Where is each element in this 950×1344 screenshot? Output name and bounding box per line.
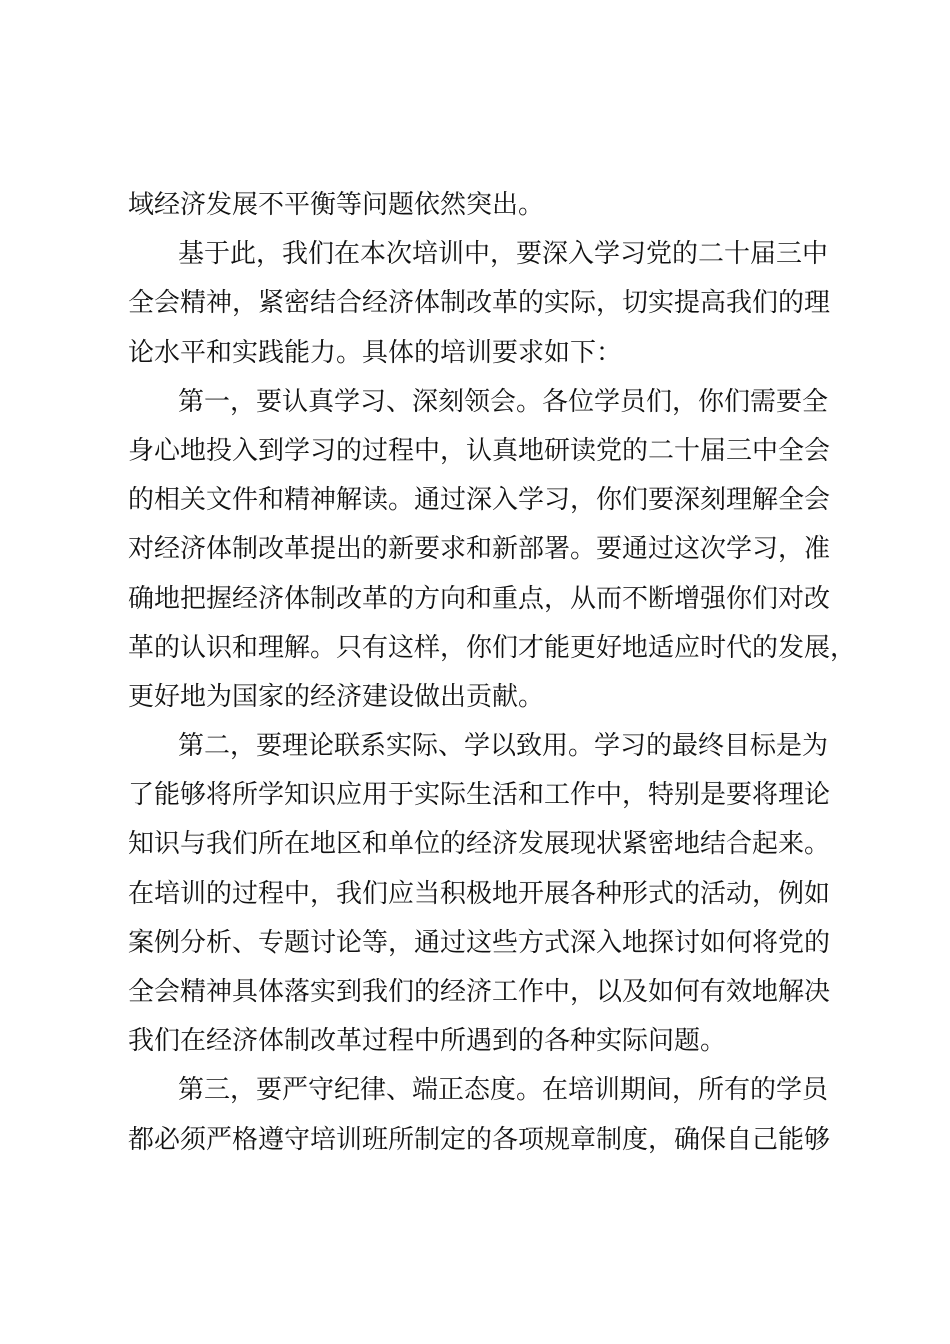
text-line: 案例分析、专题讨论等，通过这些方式深入地探讨如何将党的	[128, 927, 831, 958]
text-line: 对经济体制改革提出的新要求和新部署。要通过这次学习，准	[128, 534, 831, 565]
text-line: 更好地为国家的经济建设做出贡献。	[128, 681, 545, 712]
text-line: 在培训的过程中，我们应当积极地开展各种形式的活动，例如	[128, 878, 831, 909]
text-line: 了能够将所学知识应用于实际生活和工作中，特别是要将理论	[128, 780, 831, 811]
paragraph-start-line: 第二，要理论联系实际、学以致用。学习的最终目标是为	[178, 731, 829, 762]
text-line: 域经济发展不平衡等问题依然突出。	[128, 190, 545, 220]
paragraph-start-line: 第三，要严守纪律、端正态度。在培训期间，所有的学员	[178, 1075, 829, 1106]
text-line: 我们在经济体制改革过程中所遇到的各种实际问题。	[128, 1026, 727, 1057]
text-line: 都必须严格遵守培训班所制定的各项规章制度，确保自己能够	[128, 1124, 831, 1155]
text-line: 知识与我们所在地区和单位的经济发展现状紧密地结合起来。	[128, 829, 831, 860]
text-line: 的相关文件和精神解读。通过深入学习，你们要深刻理解全会	[128, 485, 831, 516]
text-line: 全会精神，紧密结合经济体制改革的实际，切实提高我们的理	[128, 288, 831, 319]
document-body	[128, 181, 857, 1165]
paragraph-start-line: 基于此，我们在本次培训中，要深入学习党的二十届三中	[178, 239, 829, 270]
text-line: 论水平和实践能力。具体的培训要求如下：	[128, 337, 623, 368]
text-line: 革的认识和理解。只有这样，你们才能更好地适应时代的发展，	[128, 632, 857, 663]
text-line: 确地把握经济体制改革的方向和重点，从而不断增强你们对改	[128, 583, 831, 614]
text-line: 全会精神具体落实到我们的经济工作中，以及如何有效地解决	[128, 977, 831, 1007]
text-line: 身心地投入到学习的过程中，认真地研读党的二十届三中全会	[128, 435, 831, 466]
paragraph-start-line: 第一，要认真学习、深刻领会。各位学员们，你们需要全	[178, 386, 829, 417]
